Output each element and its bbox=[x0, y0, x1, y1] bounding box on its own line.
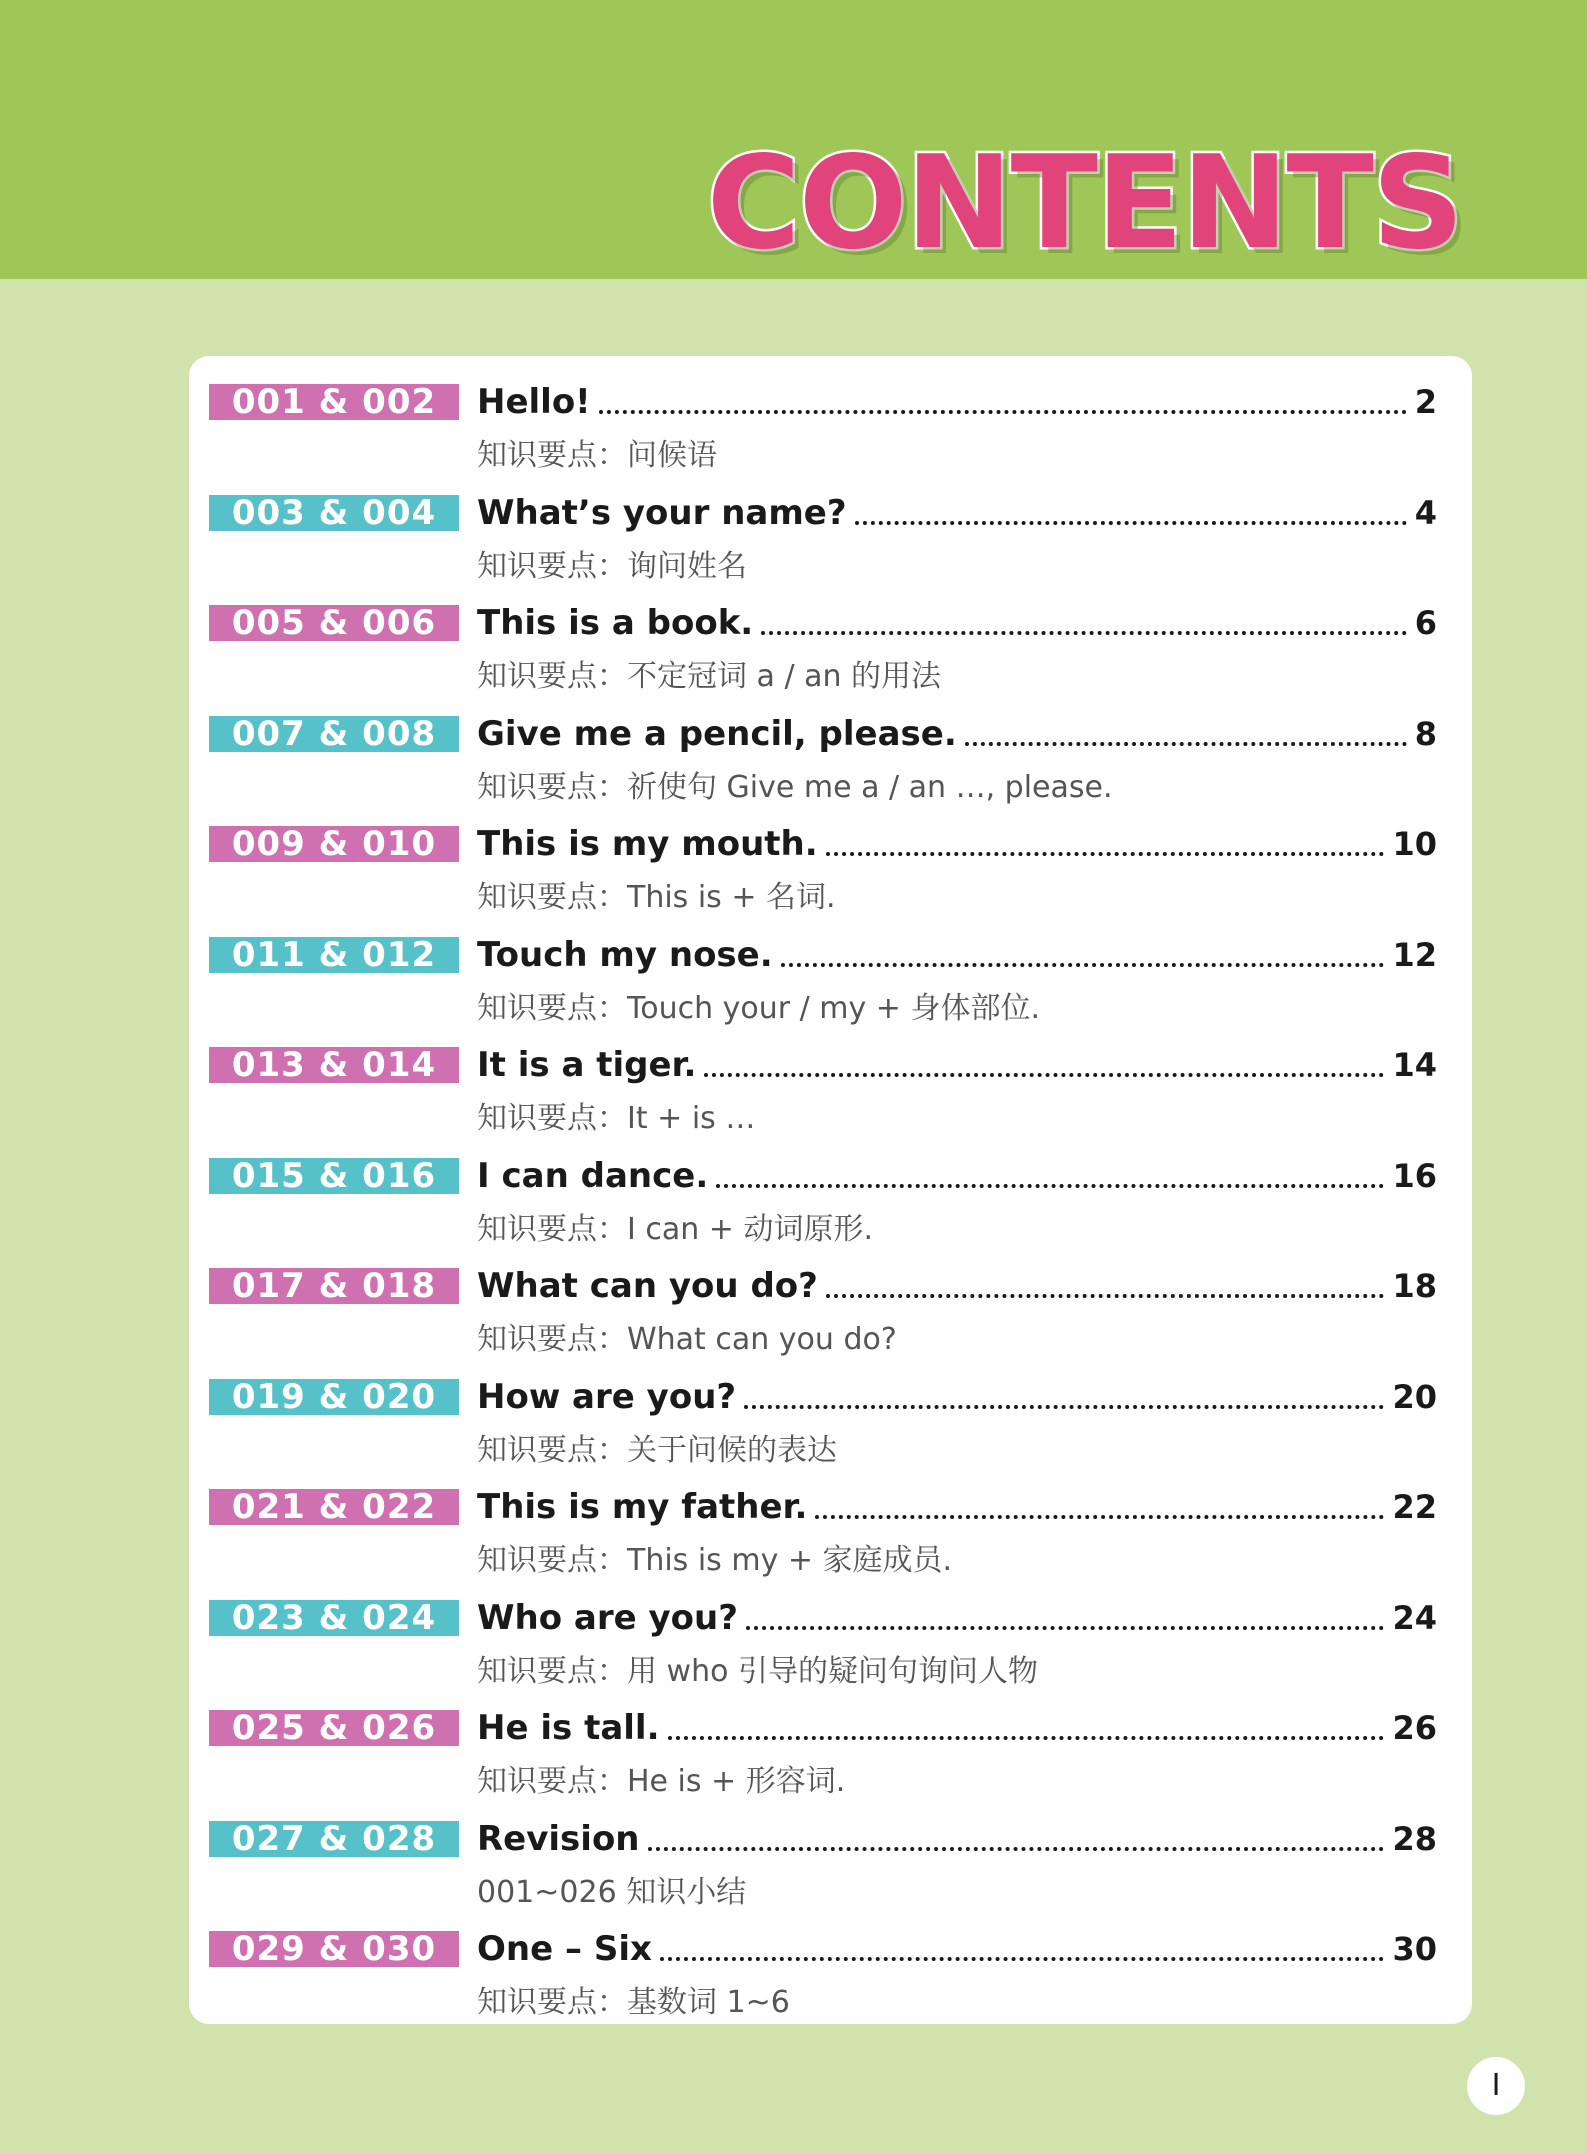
dot-leader bbox=[704, 1059, 1384, 1077]
lesson-range-badge: 015 & 016 bbox=[209, 1158, 459, 1194]
knowledge-point: 知识要点：What can you do? bbox=[477, 1322, 897, 1357]
toc-line bbox=[477, 931, 1437, 979]
toc-line bbox=[477, 599, 1437, 647]
page-number: 16 bbox=[1392, 1156, 1437, 1195]
contents-panel bbox=[189, 356, 1472, 2024]
dot-leader bbox=[668, 1722, 1385, 1740]
knowledge-point: 知识要点：This is + 名词. bbox=[477, 880, 836, 915]
toc-line bbox=[477, 1262, 1437, 1310]
lesson-title[interactable]: He is tall. bbox=[477, 1708, 660, 1748]
toc-line bbox=[477, 820, 1437, 868]
knowledge-point: 知识要点：Touch your / my + 身体部位. bbox=[477, 990, 1040, 1026]
toc-entry[interactable] bbox=[209, 808, 1459, 918]
lesson-range-badge: 011 & 012 bbox=[209, 937, 459, 973]
knowledge-point: 知识要点：不定冠词 a / an 的用法 bbox=[477, 659, 942, 694]
lesson-range-badge: 025 & 026 bbox=[209, 1710, 459, 1746]
header-band bbox=[0, 0, 1587, 279]
page-number: 14 bbox=[1392, 1046, 1437, 1084]
dot-leader bbox=[826, 838, 1385, 856]
knowledge-point: 001~026 知识小结 bbox=[477, 1874, 747, 1910]
lesson-title[interactable]: Touch my nose. bbox=[477, 934, 773, 975]
lesson-range-badge: 019 & 020 bbox=[209, 1379, 459, 1415]
dot-leader bbox=[965, 728, 1407, 746]
toc-entry[interactable] bbox=[209, 919, 1459, 1029]
toc-entry[interactable] bbox=[209, 1913, 1459, 2023]
lesson-title[interactable]: Hello! bbox=[477, 382, 591, 422]
page-number: 12 bbox=[1392, 935, 1437, 974]
toc-entry[interactable] bbox=[209, 1692, 1459, 1802]
dot-leader bbox=[855, 507, 1407, 525]
page-number: 20 bbox=[1392, 1377, 1437, 1416]
lesson-title[interactable]: This is a book. bbox=[477, 603, 754, 643]
lesson-title[interactable]: How are you? bbox=[477, 1376, 737, 1417]
dot-leader bbox=[826, 1280, 1385, 1298]
toc-entry[interactable] bbox=[209, 1361, 1459, 1471]
knowledge-point: 知识要点：问候语 bbox=[477, 438, 717, 473]
page-number: 4 bbox=[1414, 493, 1437, 532]
toc-line bbox=[477, 1594, 1437, 1642]
knowledge-point: 知识要点：He is + 形容词. bbox=[477, 1764, 846, 1799]
page-number: 22 bbox=[1392, 1488, 1437, 1526]
toc-entry[interactable] bbox=[209, 477, 1459, 587]
lesson-title[interactable]: This is my mouth. bbox=[477, 824, 818, 864]
toc-entry[interactable] bbox=[209, 1803, 1459, 1913]
page-number: 18 bbox=[1392, 1267, 1437, 1305]
lesson-title[interactable]: It is a tiger. bbox=[477, 1045, 697, 1085]
toc-line bbox=[477, 1483, 1437, 1531]
lesson-title[interactable]: One – Six bbox=[477, 1929, 652, 1969]
toc-line bbox=[477, 489, 1437, 537]
dot-leader bbox=[660, 1943, 1385, 1961]
toc-line bbox=[477, 1925, 1437, 1973]
lesson-title[interactable]: Give me a pencil, please. bbox=[477, 713, 957, 754]
lesson-range-badge: 021 & 022 bbox=[209, 1489, 459, 1525]
knowledge-point: 知识要点：This is my + 家庭成员. bbox=[477, 1543, 953, 1578]
knowledge-point: 知识要点：It + is … bbox=[477, 1101, 756, 1136]
knowledge-point: 知识要点：I can + 动词原形. bbox=[477, 1211, 874, 1247]
dot-leader bbox=[648, 1833, 1385, 1851]
lesson-range-badge: 005 & 006 bbox=[209, 605, 459, 641]
dot-leader bbox=[815, 1501, 1384, 1519]
page-number: 30 bbox=[1392, 1930, 1437, 1968]
toc-entry[interactable] bbox=[209, 1140, 1459, 1250]
contents-title: CONTENTS bbox=[706, 129, 1462, 278]
knowledge-point: 知识要点：用 who 引导的疑问句询问人物 bbox=[477, 1653, 1038, 1689]
lesson-title[interactable]: What can you do? bbox=[477, 1266, 818, 1306]
lesson-range-badge: 003 & 004 bbox=[209, 495, 459, 531]
dot-leader bbox=[781, 949, 1385, 967]
lesson-range-badge: 023 & 024 bbox=[209, 1600, 459, 1636]
knowledge-point: 知识要点：询问姓名 bbox=[477, 548, 747, 584]
knowledge-point: 知识要点：祈使句 Give me a / an …, please. bbox=[477, 769, 1113, 805]
page-number: 10 bbox=[1392, 825, 1437, 863]
dot-leader bbox=[599, 396, 1407, 414]
toc-entry[interactable] bbox=[209, 366, 1459, 476]
toc-entry[interactable] bbox=[209, 1471, 1459, 1581]
dot-leader bbox=[761, 617, 1407, 635]
dot-leader bbox=[744, 1391, 1384, 1409]
toc-line bbox=[477, 1815, 1437, 1863]
toc-line bbox=[477, 1373, 1437, 1421]
toc-entry[interactable] bbox=[209, 1029, 1459, 1139]
lesson-range-badge: 027 & 028 bbox=[209, 1821, 459, 1857]
dot-leader bbox=[746, 1612, 1385, 1630]
page-number: 28 bbox=[1392, 1819, 1437, 1858]
page-number-badge: I bbox=[1467, 2057, 1525, 2115]
lesson-range-badge: 007 & 008 bbox=[209, 716, 459, 752]
toc-line bbox=[477, 1041, 1437, 1089]
toc-line bbox=[477, 378, 1437, 426]
dot-leader bbox=[716, 1170, 1384, 1188]
lesson-range-badge: 009 & 010 bbox=[209, 826, 459, 862]
page-number: 26 bbox=[1392, 1709, 1437, 1747]
knowledge-point: 知识要点：关于问候的表达 bbox=[477, 1432, 837, 1468]
toc-entry[interactable] bbox=[209, 1250, 1459, 1360]
lesson-title[interactable]: Revision bbox=[477, 1818, 640, 1859]
lesson-range-badge: 013 & 014 bbox=[209, 1047, 459, 1083]
lesson-range-badge: 001 & 002 bbox=[209, 384, 459, 420]
page-number: 24 bbox=[1392, 1598, 1437, 1637]
lesson-title[interactable]: This is my father. bbox=[477, 1487, 808, 1527]
toc-entry[interactable] bbox=[209, 587, 1459, 697]
toc-line bbox=[477, 710, 1437, 758]
toc-line bbox=[477, 1152, 1437, 1200]
page-number: 8 bbox=[1414, 714, 1437, 753]
toc-line bbox=[477, 1704, 1437, 1752]
lesson-title[interactable]: I can dance. bbox=[477, 1155, 709, 1196]
toc-entry[interactable] bbox=[209, 1582, 1459, 1692]
lesson-title[interactable]: What’s your name? bbox=[477, 492, 847, 533]
page-number: 2 bbox=[1414, 383, 1437, 421]
lesson-range-badge: 029 & 030 bbox=[209, 1931, 459, 1967]
lesson-title[interactable]: Who are you? bbox=[477, 1597, 738, 1638]
lesson-range-badge: 017 & 018 bbox=[209, 1268, 459, 1304]
knowledge-point: 知识要点：基数词 1~6 bbox=[477, 1985, 790, 2020]
toc-entry[interactable] bbox=[209, 698, 1459, 808]
page-number: 6 bbox=[1414, 604, 1437, 642]
